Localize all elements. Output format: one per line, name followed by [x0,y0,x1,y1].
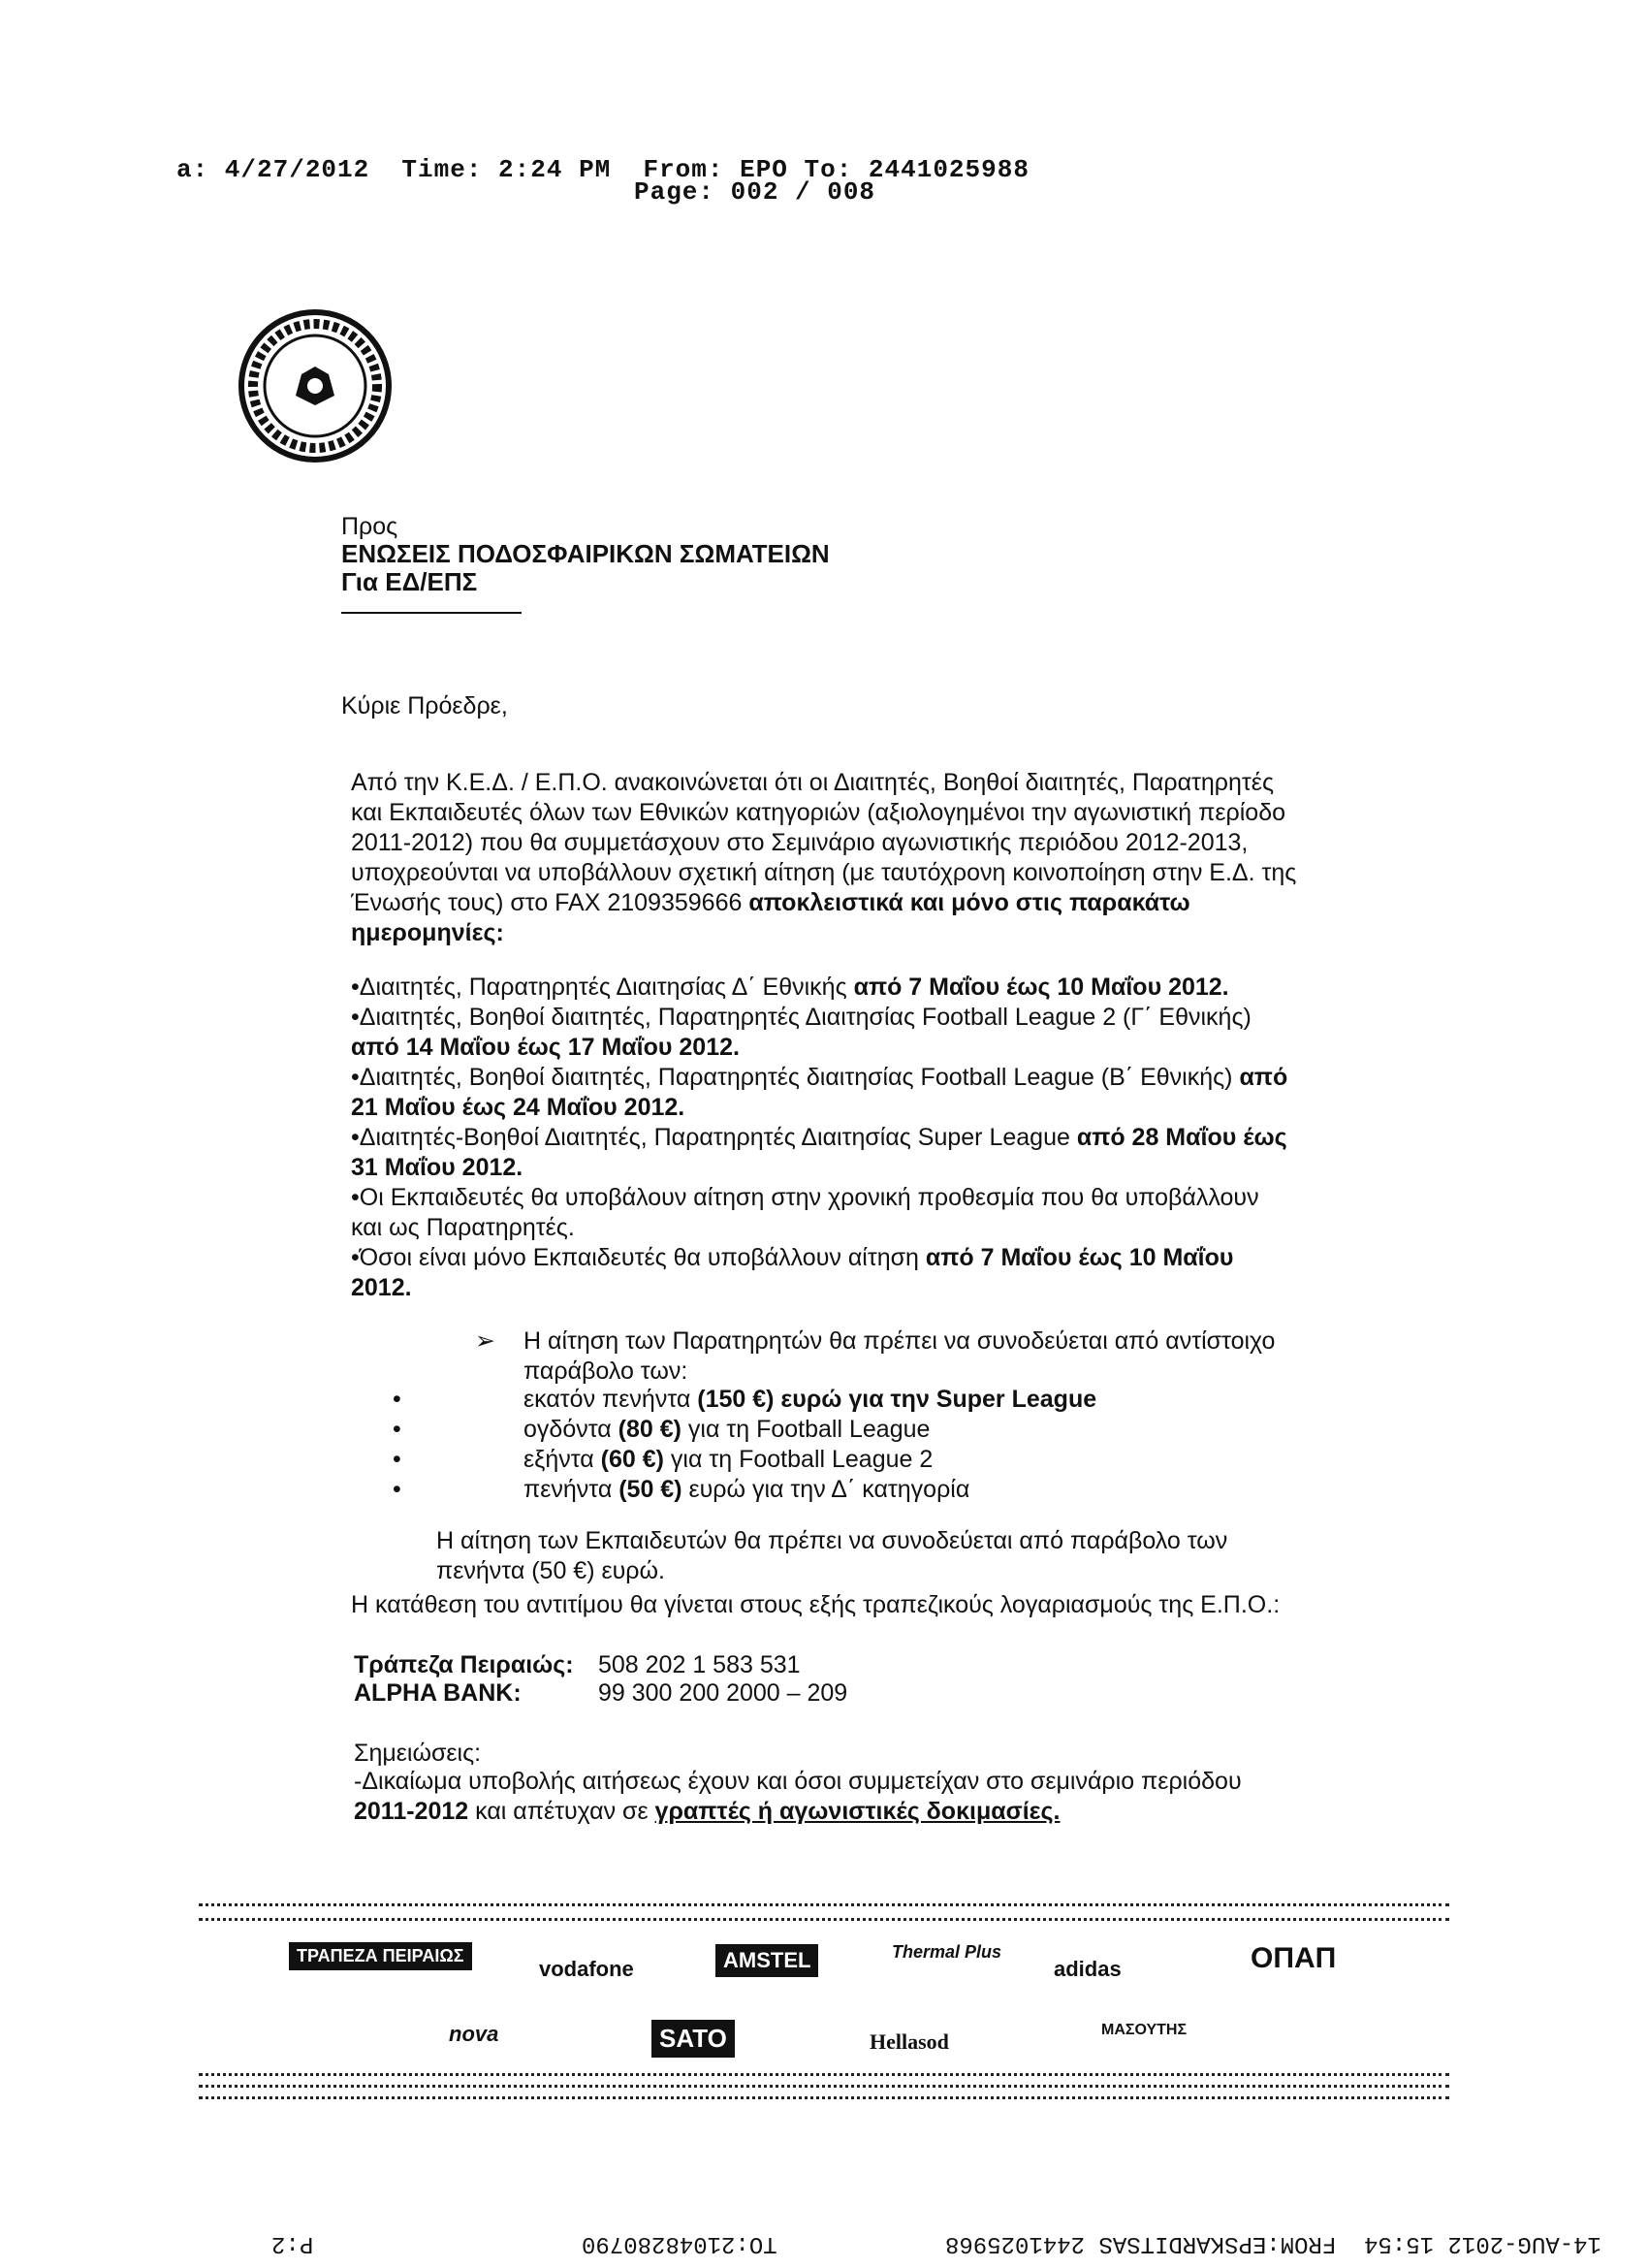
schedule-item: •Διαιτητές, Βοηθοί διαιτητές, Παρατηρητές διαιτησίας Football League (Β΄ Εθνικής) από 21 Μαΐου έως 24 Μαΐου 2012. [351,1064,1288,1121]
epo-logo [238,308,393,463]
schedule-item: •Οι Εκπαιδευτές θα υποβάλουν αίτηση στην χρονική προθεσμία που θα υποβάλλουν και ως Παρατηρητές. [351,1184,1259,1241]
schedule-list [351,973,1291,1303]
intro-text: Από την Κ.Ε.Δ. / Ε.Π.Ο. ανακοινώνεται ότι οι Διαιτητές, Βοηθοί διαιτητές, Παρατηρητές και Εκπαιδευτές όλων των Εθνικών κατηγοριών (αξιολογημένοι την αγωνιστική περίοδο 2011-2012) που θα συμμετάσχουν στο Σεμινάριο αγωνιστικής περιόδου 2012-2013, υποχρεούνται να υποβάλλουν σχετική αίτηση (με ταυτόχρονη κοινοποίηση στην Ε.Δ. της Ένωσής τους) στο FAX 2109359666 [351,769,1297,916]
footer-rule-4 [199,2085,1449,2088]
footer-rule-2 [199,1918,1449,1921]
intro-bold: αποκλειστικά και μόνο στις παρακάτω ημερομηνίες: [351,889,1190,946]
fee-item: • ογδόντα (80 €) για τη Football League [393,1416,931,1443]
schedule-item: •Διαιτητές-Βοηθοί Διαιτητές, Παρατηρητές Διαιτησίας Super League από 28 Μαΐου έως 31 Μαΐου 2012. [351,1124,1287,1181]
emblem-icon [238,308,393,463]
deposit-text: Η κατάθεση του αντιτίμου θα γίνεται στους εξής τραπεζικούς λογαριασμούς της Ε.Π.Ο.: [351,1591,1281,1618]
sponsor-logo-hellasod: Hellasod [870,2029,949,2054]
fees-intro: Η αίτηση των Παρατηρητών θα πρέπει να συνοδεύεται από αντίστοιχο παράβολο των: [523,1327,1276,1385]
addressee-divider [341,612,522,614]
fax-header-page: Page: 002 / 008 [634,177,876,207]
trainers-fee: Η αίτηση των Εκπαιδευτών θα πρέπει να συνοδεύεται από παράβολο των πενήντα (50 €) ευρώ. [436,1527,1228,1584]
footer-rule-3 [199,2073,1449,2076]
notes-title: Σημειώσεις: [354,1740,482,1767]
footer-rule-5 [199,2096,1449,2099]
footer-rule-top [199,1903,1449,1906]
fee-item: • πενήντα (50 €) ευρώ για την Δ΄ κατηγορία [393,1476,970,1503]
sponsor-logo-piraeus: ΤΡΑΠΕΖΑ ΠΕΙΡΑΙΩΣ [289,1942,472,1970]
sponsor-logo-amstel: AMSTEL [715,1944,818,1977]
sponsor-logo-adidas: adidas [1054,1957,1122,1981]
sponsor-logo-masoutis: ΜΑΣΟΥΤΗΣ [1101,2022,1188,2038]
bullet-icon: • [393,1476,401,1503]
bank2-account: 99 300 200 2000 – 209 [598,1679,848,1707]
fees-arrow-icon: ➢ [475,1327,495,1355]
bottom-fax-to: TO:21048280790 [582,2230,777,2256]
sponsor-logo-nova: nova [449,2022,499,2046]
sponsor-logo-thermal: Thermal Plus [892,1942,1002,1962]
addressee-pros: Προς [341,513,398,540]
schedule-item: •Διαιτητές, Βοηθοί διαιτητές, Παρατηρητές Διαιτησίας Football League 2 (Γ΄ Εθνικής) από 14 Μαΐου έως 17 Μαΐου 2012. [351,1004,1252,1061]
addressee-for: Για ΕΔ/ΕΠΣ [341,567,478,596]
intro-paragraph [351,768,1301,948]
schedule-item: •Διαιτητές, Παρατηρητές Διαιτησίας Δ΄ Εθνικής από 7 Μαΐου έως 10 Μαΐου 2012. [351,974,1229,1001]
schedule-item: •Όσοι είναι μόνο Εκπαιδευτές θα υποβάλλουν αίτηση από 7 Μαΐου έως 10 Μαΐου 2012. [351,1244,1234,1301]
sponsor-logo-vodafone: vodafone [539,1957,634,1981]
bullet-icon: • [393,1386,401,1413]
bottom-fax-from: 14-AUG-2012 15:54 FROM:EPSKARDITSAS 2441025968 [945,2230,1601,2256]
bank1-label: Τράπεζα Πειραιώς: [354,1651,574,1678]
fee-list [393,1385,1396,1505]
fax-header-line1: a: 4/27/2012 Time: 2:24 PM From: EPO To: 2441025988 [176,155,1030,184]
sponsor-logo-opap: ΟΠΑΠ [1251,1942,1337,1974]
salutation: Κύριε Πρόεδρε, [341,692,508,719]
bank1-account: 508 202 1 583 531 [598,1651,801,1678]
sponsor-logo-sato: SATO [651,2020,735,2058]
notes-text: -Δικαίωμα υποβολής αιτήσεως έχουν και όσοι συμμετείχαν στο σεμινάριο περιόδου 2011-2012 και απέτυχαν σε γραπτές ή αγωνιστικές δοκιμασίες. [354,1768,1242,1825]
bottom-fax-page: P:2 [271,2230,314,2256]
fee-item: • εκατόν πενήντα (150 €) ευρώ για την Super League [393,1386,1097,1413]
addressee-org: ΕΝΩΣΕΙΣ ΠΟΔΟΣΦΑΙΡΙΚΩΝ ΣΩΜΑΤΕΙΩΝ [341,539,830,568]
bullet-icon: • [393,1446,401,1473]
bullet-icon: • [393,1416,401,1443]
bank2-label: ALPHA BANK: [354,1679,522,1707]
fee-item: • εξήντα (60 €) για τη Football League 2 [393,1446,934,1473]
